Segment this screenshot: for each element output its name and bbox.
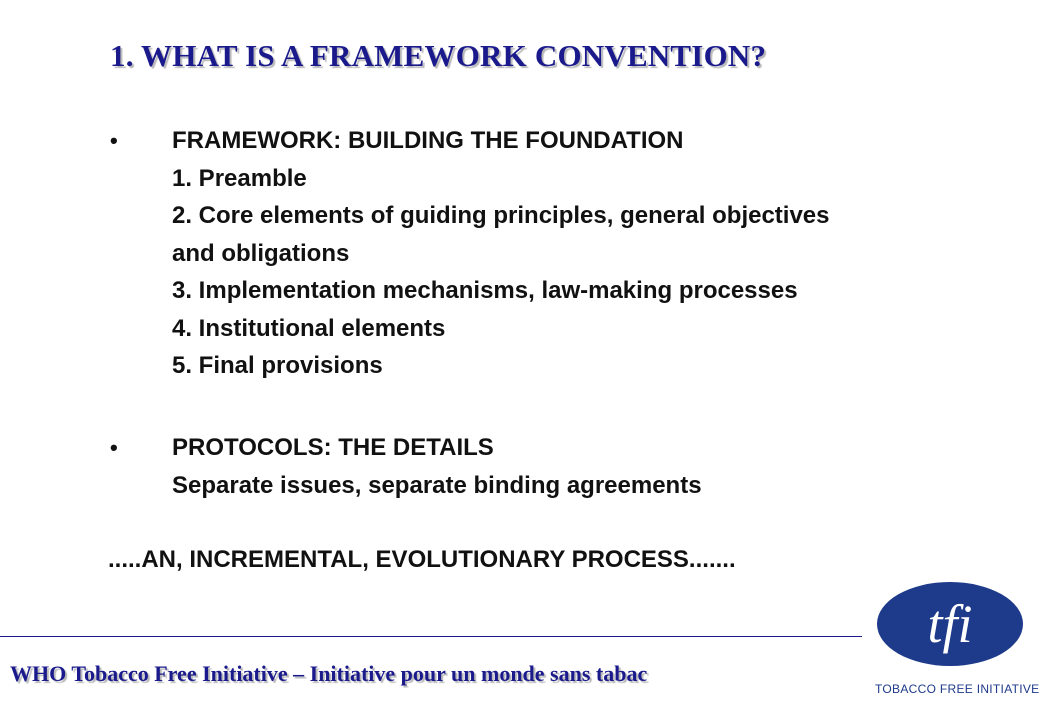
list-item: 2. Core elements of guiding principles, general objectives [172, 202, 830, 229]
list-item: Separate issues, separate binding agreements [172, 471, 702, 499]
section-heading: FRAMEWORK: BUILDING THE FOUNDATION [172, 127, 684, 154]
list-item: 1. Preamble [172, 164, 307, 192]
list-item: and obligations [172, 239, 350, 267]
framework-section [108, 122, 972, 385]
list-item: 5. Final provisions [172, 352, 383, 379]
list-item: 3. Implementation mechanisms, law-making processes [172, 277, 798, 304]
logo-caption: TOBACCO FREE INITIATIVE [875, 682, 1040, 696]
closing-statement: .....AN, INCREMENTAL, EVOLUTIONARY PROCESS....... [108, 546, 736, 573]
section-heading: PROTOCOLS: THE DETAILS [172, 434, 494, 461]
bullet-icon: • [110, 128, 118, 153]
slide-title: 1. WHAT IS A FRAMEWORK CONVENTION? [110, 38, 767, 73]
protocols-section [108, 429, 972, 504]
footer-divider [0, 636, 862, 637]
bullet-icon: • [110, 435, 118, 460]
footer-text: WHO Tobacco Free Initiative – Initiative pour un monde sans tabac [10, 661, 648, 686]
list-item: 4. Institutional elements [172, 314, 446, 342]
logo-text: tfi [927, 594, 973, 654]
